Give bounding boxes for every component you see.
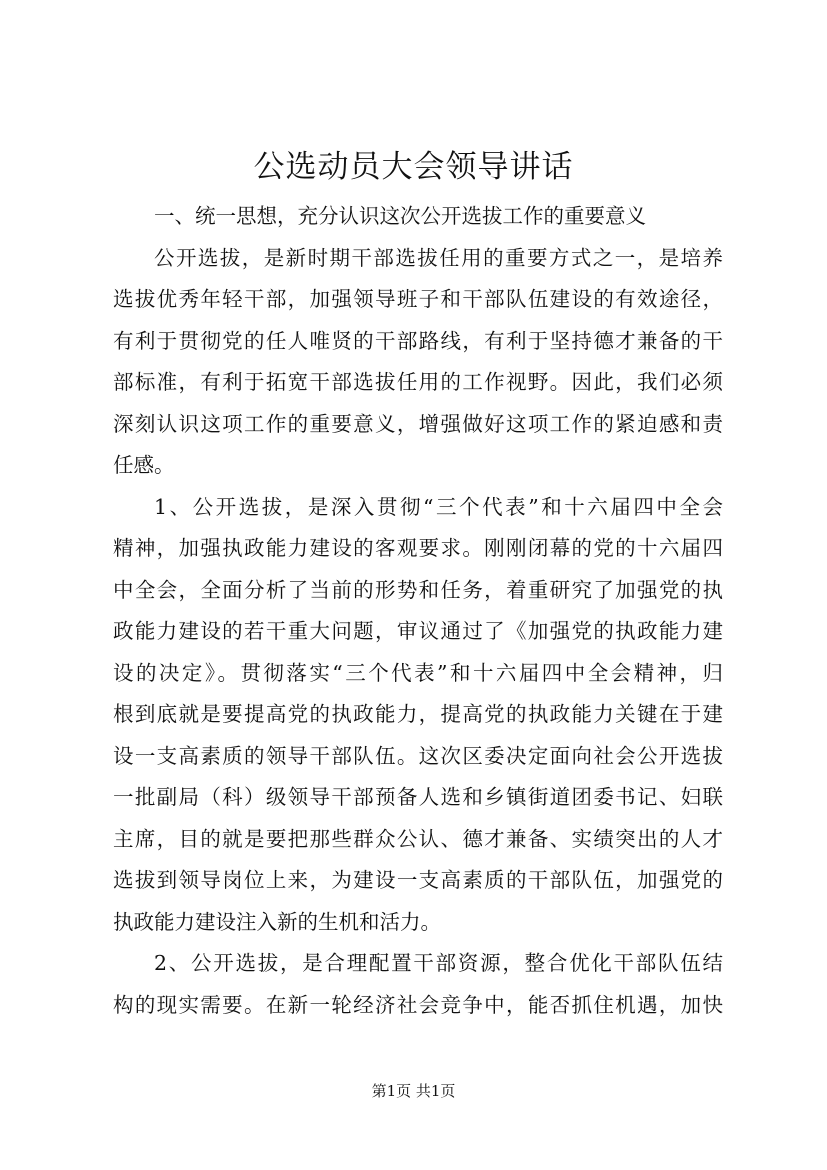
paragraph-line: 设一支高素质的领导干部队伍。这次区委决定面向社会公开选拔 (113, 743, 723, 768)
paragraph-line: 一批副局（科）级领导干部预备人选和乡镇街道团委书记、妇联 (113, 785, 723, 809)
paragraph-line: 任感。 (113, 453, 175, 477)
paragraph-line: 设的决定》。贯彻落实“三个代表”和十六届四中全会精神，归 (113, 660, 723, 685)
paragraph-line: 部标准，有利于拓宽干部选拔任用的工作视野。因此，我们必须 (113, 370, 723, 394)
paragraph-line: 公开选拔，是新时期干部选拔任用的重要方式之一，是培养 (154, 245, 723, 270)
paragraph-line: 中全会，全面分析了当前的形势和任务，着重研究了加强党的执 (113, 577, 723, 602)
paragraph-line: 根到底就是要提高党的执政能力，提高党的执政能力关键在于建 (113, 702, 723, 726)
paragraph-line: 主席，目的就是要把那些群众公认、德才兼备、实绩突出的人才 (113, 826, 723, 851)
paragraph-line: 精神，加强执政能力建设的客观要求。刚刚闭幕的党的十六届四 (113, 536, 723, 560)
page-footer: 第1页 共1页 (371, 1082, 456, 1100)
paragraph-line: 1、公开选拔，是深入贯彻“三个代表”和十六届四中全会 (154, 494, 723, 519)
document-title: 公选动员大会领导讲话 (253, 149, 574, 185)
paragraph-line: 2、公开选拔，是合理配置干部资源，整合优化干部队伍结 (154, 951, 723, 975)
paragraph-line: 执政能力建设注入新的生机和活力。 (113, 909, 441, 934)
paragraph-line: 构的现实需要。在新一轮经济社会竞争中，能否抓住机遇，加快 (113, 992, 723, 1017)
section-heading: 一、统一思想，充分认识这次公开选拔工作的重要意义 (154, 204, 646, 228)
paragraph-line: 选拔到领导岗位上来，为建设一支高素质的干部队伍，加强党的 (113, 868, 723, 892)
paragraph-line: 政能力建设的若干重大问题，审议通过了《加强党的执政能力建 (113, 619, 723, 643)
paragraph-line: 有利于贯彻党的任人唯贤的干部路线，有利于坚持德才兼备的干 (113, 328, 723, 353)
paragraph-line: 深刻认识这项工作的重要意义，增强做好这项工作的紧迫感和责 (113, 411, 723, 436)
document-body (113, 196, 723, 1026)
paragraph-line: 选拔优秀年轻干部，加强领导班子和干部队伍建设的有效途径， (113, 287, 723, 311)
